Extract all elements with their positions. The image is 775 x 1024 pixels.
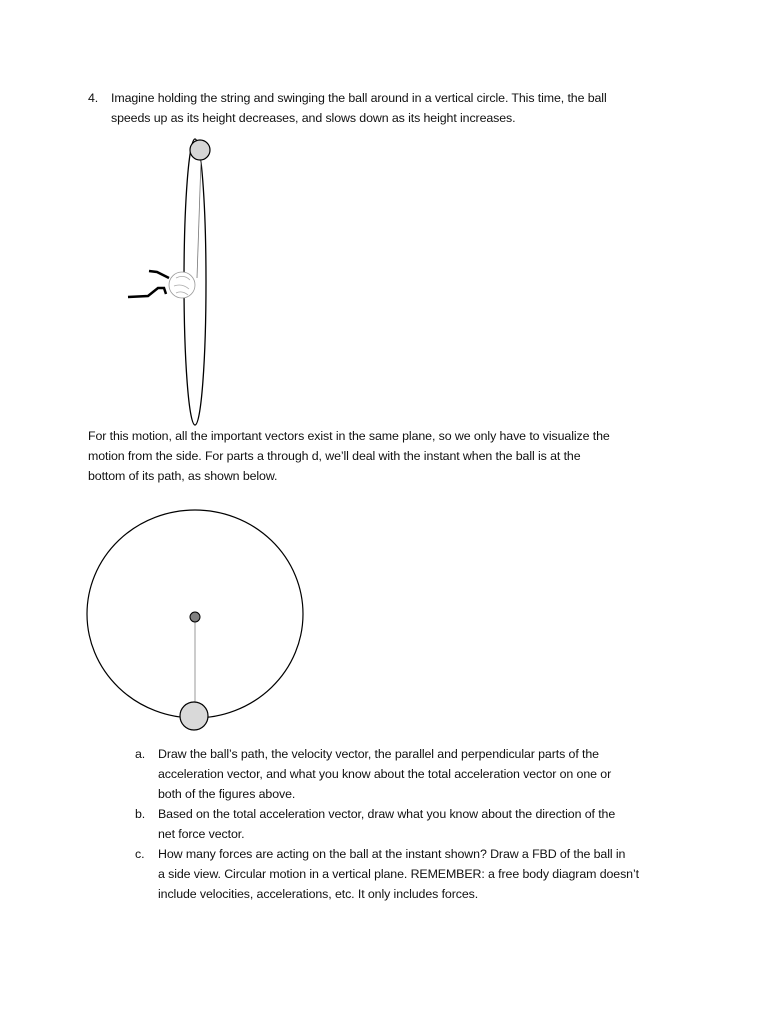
question-line: speeds up as its height decreases, and slows down as its height increases. <box>111 111 516 125</box>
question-number: 4. <box>88 91 99 105</box>
paragraph-line: For this motion, all the important vectors exist in the same plane, so we only have to visualize the <box>88 429 610 443</box>
part-label: a. <box>135 747 146 761</box>
paragraph-line: bottom of its path, as shown below. <box>88 469 278 483</box>
part-line: a side view. Circular motion in a vertical plane. REMEMBER: a free body diagram doesn’t <box>158 867 639 881</box>
bottom-view-figure <box>87 510 303 730</box>
part-line: How many forces are acting on the ball at the instant shown? Draw a FBD of the ball in <box>158 847 626 861</box>
paragraph-line: motion from the side. For parts a through d, we’ll deal with the instant when the ball is at the <box>88 449 581 463</box>
question-line: Imagine holding the string and swinging the ball around in a vertical circle. This time, the ball <box>111 91 607 105</box>
part-line: net force vector. <box>158 827 245 841</box>
side-view-figure <box>128 139 210 425</box>
hand-icon <box>128 271 195 298</box>
part-line: Draw the ball’s path, the velocity vector, the parallel and perpendicular parts of the <box>158 747 599 761</box>
part-line: both of the figures above. <box>158 787 296 801</box>
part-line: Based on the total acceleration vector, draw what you know about the direction of the <box>158 807 616 821</box>
part-line: acceleration vector, and what you know about the total acceleration vector on one or <box>158 767 612 781</box>
part-line: include velocities, accelerations, etc. It only includes forces. <box>158 887 479 901</box>
part-label: b. <box>135 807 146 821</box>
part-label: c. <box>135 847 145 861</box>
